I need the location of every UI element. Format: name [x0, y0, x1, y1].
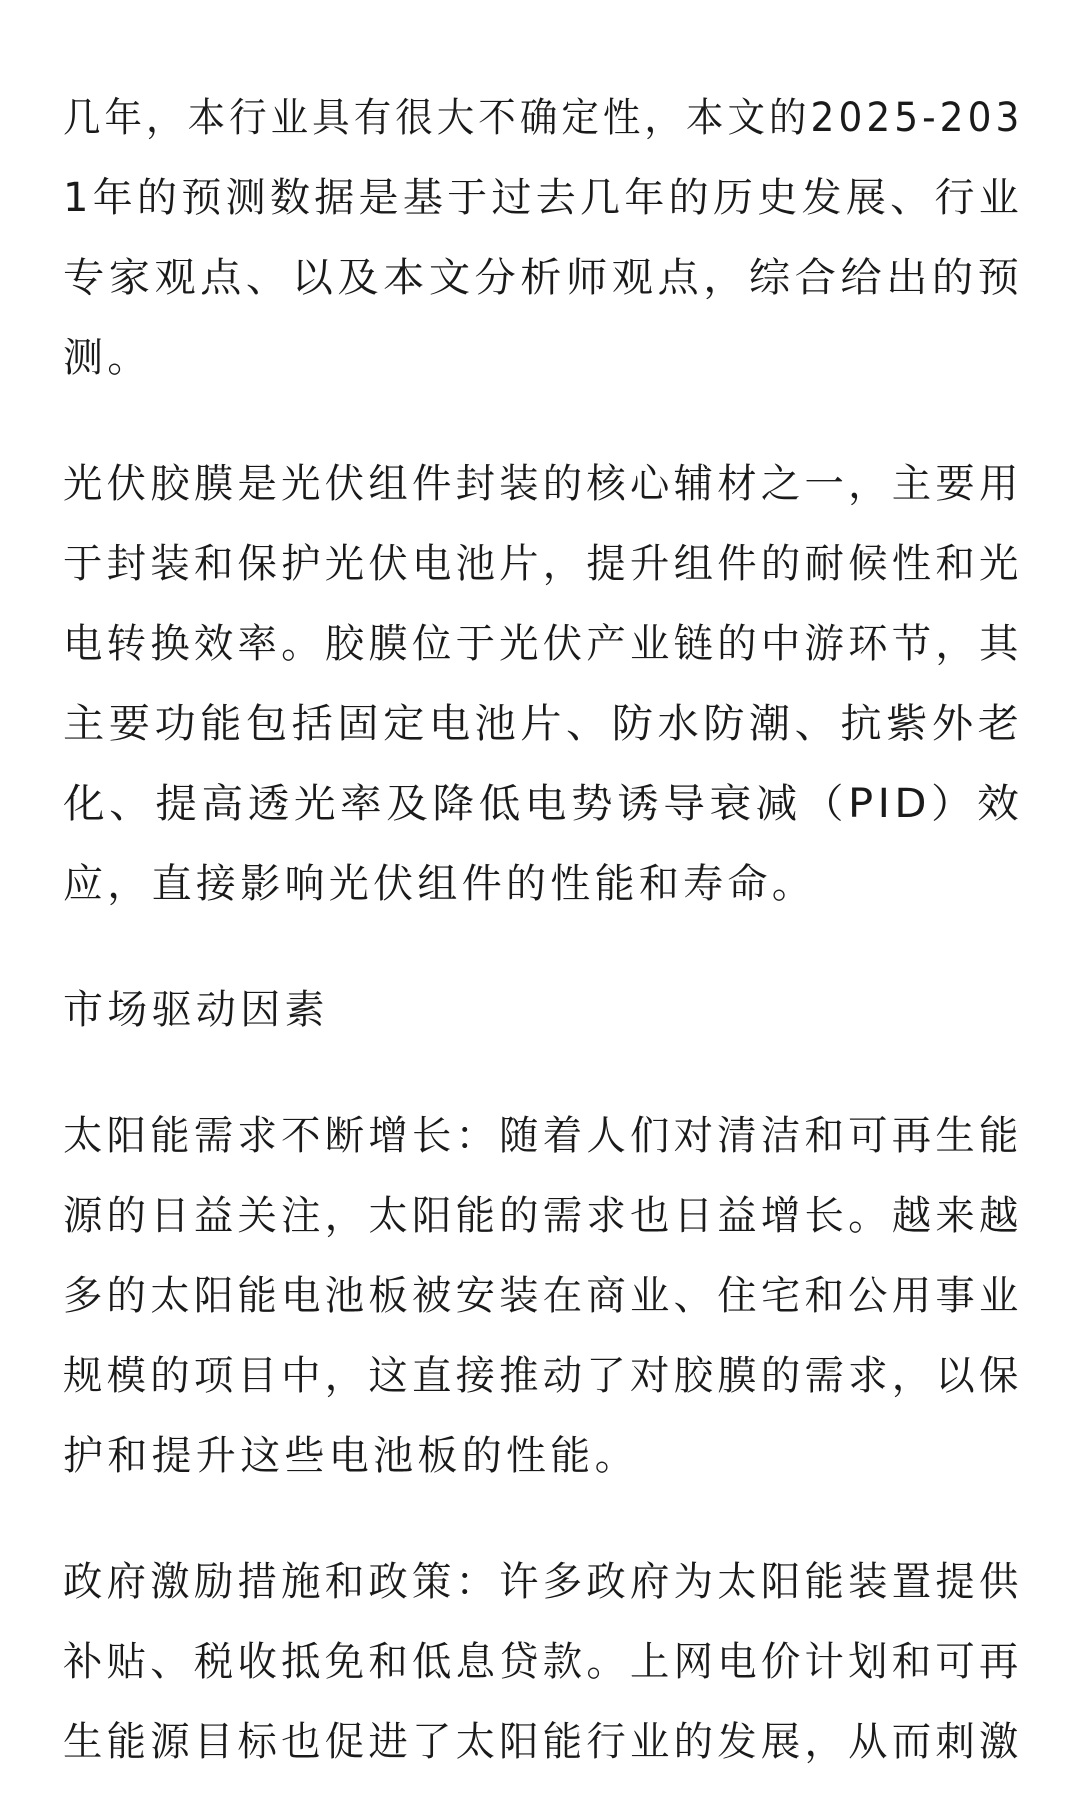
paragraph-gap [63, 1496, 1023, 1542]
text-line: 主要功能包括固定电池片、防水防潮、抗紫外老 [63, 701, 1024, 747]
text-line: 规模的项目中，这直接推动了对胶膜的需求，以保 [63, 1353, 1023, 1399]
text-line: 电转换效率。胶膜位于光伏产业链的中游环节，其 [63, 621, 1023, 667]
text-line: 应，直接影响光伏组件的性能和寿命。 [63, 861, 817, 907]
text-line: 太阳能需求不断增长：随着人们对清洁和可再生能 [63, 1113, 1023, 1159]
text-line: 生能源目标也促进了太阳能行业的发展，从而刺激 [63, 1719, 1023, 1765]
text-line: 专家观点、以及本文分析师观点，综合给出的预 [63, 255, 1024, 301]
paragraph-pv-film-intro [63, 444, 1023, 924]
text-line: 多的太阳能电池板被安装在商业、住宅和公用事业 [63, 1273, 1023, 1319]
text-line: 补贴、税收抵免和低息贷款。上网电价计划和可再 [63, 1639, 1023, 1685]
paragraph-gap [63, 924, 1023, 970]
text-line: 光伏胶膜是光伏组件封装的核心辅材之一，主要用 [63, 461, 1023, 507]
text-line: 源的日益关注，太阳能的需求也日益增长。越来越 [63, 1193, 1023, 1239]
text-line: 1年的预测数据是基于过去几年的历史发展、行业 [63, 175, 1024, 221]
paragraph-gap [63, 398, 1023, 444]
text-line: 几年，本行业具有很大不确定性，本文的2025-203 [63, 95, 1024, 141]
text-line: 化、提高透光率及降低电势诱导衰减（PID）效 [63, 781, 1024, 827]
article-body [63, 78, 1023, 1782]
paragraph-government-incentives [63, 1542, 1023, 1782]
paragraph-solar-demand [63, 1096, 1023, 1496]
paragraph-forecast-note [63, 78, 1023, 398]
text-line: 测。 [63, 335, 152, 381]
section-heading: 市场驱动因素 [63, 987, 329, 1033]
text-line: 政府激励措施和政策：许多政府为太阳能装置提供 [63, 1559, 1023, 1605]
paragraph-gap [63, 1050, 1023, 1096]
text-line: 护和提升这些电池板的性能。 [63, 1433, 639, 1479]
text-line: 于封装和保护光伏电池片，提升组件的耐候性和光 [63, 541, 1023, 587]
section-heading-market-drivers [63, 970, 1023, 1050]
